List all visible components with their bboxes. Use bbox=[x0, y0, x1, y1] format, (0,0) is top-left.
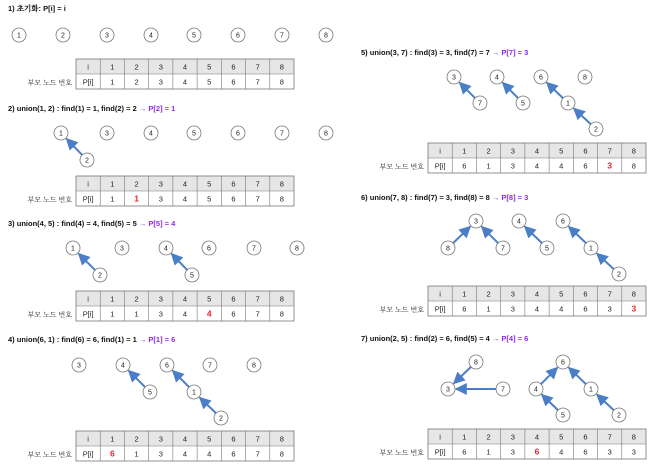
parent-cell: 1 bbox=[110, 194, 115, 204]
tree-node-1 bbox=[66, 241, 80, 255]
parent-row-label: 부모 노드 번호 bbox=[27, 452, 72, 459]
node-label: 3 bbox=[446, 386, 450, 394]
tree-node-4 bbox=[490, 70, 504, 84]
tree-node-8 bbox=[290, 241, 304, 255]
tree-node-5 bbox=[187, 126, 201, 140]
tree-node-7 bbox=[247, 241, 261, 255]
tree-node-8 bbox=[247, 358, 261, 372]
node-label: 4 bbox=[149, 130, 153, 138]
index-cell: 2 bbox=[486, 146, 491, 156]
tree-node-2 bbox=[612, 408, 626, 422]
node-label: 2 bbox=[98, 272, 102, 280]
tree-node-7 bbox=[496, 382, 510, 396]
parent-arrow bbox=[67, 139, 83, 155]
step-title: 1) 초기화: P[i] = i bbox=[8, 4, 66, 13]
node-label: 3 bbox=[474, 218, 478, 226]
parent-row-label: 부모 노드 번호 bbox=[379, 164, 424, 171]
step-title: 6) union(7, 8) : find(7) = 3, find(8) = 8 → P[8] = 3 bbox=[361, 193, 529, 202]
node-label: 6 bbox=[165, 362, 169, 370]
parent-arrow bbox=[482, 227, 498, 243]
index-cell: 3 bbox=[158, 294, 163, 304]
index-cell: 8 bbox=[279, 294, 284, 304]
parent-cell: 4 bbox=[182, 309, 188, 319]
tree-node-5 bbox=[556, 408, 570, 422]
parent-cell: 7 bbox=[255, 449, 260, 459]
parent-table bbox=[428, 286, 646, 316]
node-label: 6 bbox=[236, 32, 240, 40]
tree-node-4 bbox=[159, 241, 173, 255]
parent-cell: 3 bbox=[607, 304, 612, 314]
parent-cell: 6 bbox=[231, 309, 236, 319]
tree-node-1 bbox=[54, 126, 68, 140]
step-title: 5) union(3, 7) : find(3) = 3, find(7) = 7 → P[7] = 3 bbox=[361, 48, 529, 57]
parent-cell: 1 bbox=[486, 447, 491, 457]
node-label: 5 bbox=[190, 272, 194, 280]
node-label: 7 bbox=[501, 245, 505, 253]
parent-cell: 4 bbox=[559, 161, 564, 171]
node-label: 8 bbox=[252, 362, 256, 370]
parent-cell: 6 bbox=[583, 304, 588, 314]
parent-cell: 4 bbox=[534, 304, 540, 314]
tree-node-1 bbox=[12, 28, 26, 42]
index-cell: 5 bbox=[207, 62, 212, 72]
node-label: 5 bbox=[192, 32, 196, 40]
tree-node-5 bbox=[540, 241, 554, 255]
index-cell: 1 bbox=[110, 179, 115, 189]
tree-node-7 bbox=[275, 28, 289, 42]
parent-table bbox=[76, 59, 294, 89]
index-cell: 5 bbox=[207, 434, 212, 444]
parent-cell-updated: 4 bbox=[206, 308, 212, 319]
tree-node-5 bbox=[185, 268, 199, 282]
node-label: 8 bbox=[324, 32, 328, 40]
index-cell: 2 bbox=[134, 62, 139, 72]
node-label: 7 bbox=[501, 386, 505, 394]
node-label: 3 bbox=[77, 362, 81, 370]
index-cell: 1 bbox=[462, 146, 467, 156]
parent-arrow bbox=[129, 371, 145, 387]
index-cell: 4 bbox=[182, 62, 188, 72]
tree-node-5 bbox=[516, 96, 530, 110]
node-label: 8 bbox=[324, 130, 328, 138]
parent-arrow bbox=[503, 83, 518, 98]
parent-arrow bbox=[173, 371, 189, 387]
parent-cell: 3 bbox=[631, 447, 636, 457]
node-label: 2 bbox=[594, 126, 598, 134]
index-cell: 2 bbox=[134, 434, 139, 444]
node-label: 1 bbox=[17, 32, 21, 40]
parent-arrow bbox=[542, 395, 558, 411]
step-panel-2 bbox=[8, 104, 333, 206]
table-header-i: i bbox=[439, 289, 441, 299]
parent-cell: 3 bbox=[510, 304, 515, 314]
index-cell: 6 bbox=[583, 432, 588, 442]
tree-node-1 bbox=[187, 385, 201, 399]
tree-node-3 bbox=[115, 241, 129, 255]
parent-cell: 6 bbox=[231, 194, 236, 204]
index-cell: 3 bbox=[510, 432, 515, 442]
node-label: 1 bbox=[589, 245, 593, 253]
parent-arrow bbox=[547, 83, 563, 99]
node-label: 8 bbox=[295, 245, 299, 253]
tree-node-3 bbox=[447, 70, 461, 84]
index-cell: 4 bbox=[534, 146, 540, 156]
index-cell: 8 bbox=[279, 179, 284, 189]
parent-cell: 7 bbox=[255, 77, 260, 87]
index-cell: 1 bbox=[110, 294, 115, 304]
index-cell: 4 bbox=[534, 289, 540, 299]
parent-row-label: 부모 노드 번호 bbox=[27, 312, 72, 319]
index-cell: 3 bbox=[158, 434, 163, 444]
node-label: 2 bbox=[85, 157, 89, 165]
table-header-p: P[i] bbox=[434, 304, 446, 314]
parent-cell: 4 bbox=[182, 194, 188, 204]
table-header-i: i bbox=[439, 146, 441, 156]
parent-cell: 8 bbox=[279, 449, 284, 459]
tree-node-3 bbox=[469, 214, 483, 228]
node-label: 6 bbox=[207, 245, 211, 253]
node-label: 8 bbox=[474, 359, 478, 367]
parent-arrow bbox=[79, 254, 95, 270]
node-label: 5 bbox=[545, 245, 549, 253]
tree-node-2 bbox=[80, 153, 94, 167]
tree-node-8 bbox=[469, 355, 483, 369]
index-cell: 1 bbox=[462, 289, 467, 299]
index-cell: 1 bbox=[110, 434, 115, 444]
table-header-i: i bbox=[87, 62, 89, 72]
node-label: 4 bbox=[534, 386, 538, 394]
node-label: 3 bbox=[120, 245, 124, 253]
parent-arrow bbox=[597, 394, 614, 410]
node-label: 8 bbox=[583, 74, 587, 82]
index-cell: 2 bbox=[486, 289, 491, 299]
tree-node-4 bbox=[116, 358, 130, 372]
tree-node-4 bbox=[529, 382, 543, 396]
index-cell: 6 bbox=[231, 294, 236, 304]
parent-cell: 6 bbox=[583, 161, 588, 171]
parent-cell: 8 bbox=[279, 194, 284, 204]
parent-arrow bbox=[453, 227, 470, 244]
index-cell: 5 bbox=[559, 289, 564, 299]
node-label: 7 bbox=[252, 245, 256, 253]
index-cell: 3 bbox=[510, 289, 515, 299]
parent-cell: 3 bbox=[607, 447, 612, 457]
node-label: 5 bbox=[148, 389, 152, 397]
node-label: 6 bbox=[236, 130, 240, 138]
tree-node-8 bbox=[319, 126, 333, 140]
node-label: 5 bbox=[521, 100, 525, 108]
node-label: 2 bbox=[219, 415, 223, 423]
parent-cell: 6 bbox=[583, 447, 588, 457]
index-cell: 7 bbox=[607, 146, 612, 156]
parent-cell: 6 bbox=[231, 77, 236, 87]
index-cell: 7 bbox=[255, 294, 260, 304]
node-label: 4 bbox=[517, 218, 521, 226]
tree-node-1 bbox=[584, 241, 598, 255]
step-title: 4) union(6, 1) : find(6) = 6, find(1) = 1 → P[1] = 6 bbox=[8, 335, 176, 344]
tree-node-7 bbox=[203, 358, 217, 372]
tree-node-4 bbox=[144, 126, 158, 140]
parent-cell: 1 bbox=[134, 309, 139, 319]
index-cell: 6 bbox=[231, 434, 236, 444]
node-label: 4 bbox=[164, 245, 168, 253]
node-label: 4 bbox=[495, 74, 499, 82]
table-header-i: i bbox=[439, 432, 441, 442]
node-label: 5 bbox=[192, 130, 196, 138]
parent-cell: 1 bbox=[134, 449, 139, 459]
node-label: 6 bbox=[561, 218, 565, 226]
parent-cell: 6 bbox=[231, 449, 236, 459]
node-label: 6 bbox=[561, 359, 565, 367]
parent-arrow bbox=[541, 368, 557, 384]
index-cell: 4 bbox=[182, 294, 188, 304]
parent-arrow bbox=[525, 227, 542, 244]
tree-node-3 bbox=[441, 382, 455, 396]
node-label: 3 bbox=[452, 74, 456, 82]
step-panel-7 bbox=[361, 334, 646, 459]
node-label: 1 bbox=[71, 245, 75, 253]
node-label: 7 bbox=[280, 130, 284, 138]
parent-arrow bbox=[574, 108, 591, 124]
tree-node-7 bbox=[496, 241, 510, 255]
table-header-p: P[i] bbox=[82, 194, 94, 204]
tree-node-7 bbox=[473, 96, 487, 110]
table-header-i: i bbox=[87, 294, 89, 304]
parent-arrow bbox=[172, 254, 188, 270]
parent-cell: 3 bbox=[158, 77, 163, 87]
parent-cell: 1 bbox=[486, 304, 491, 314]
parent-row-label: 부모 노드 번호 bbox=[27, 80, 72, 87]
index-cell: 8 bbox=[631, 146, 636, 156]
tree-node-4 bbox=[144, 28, 158, 42]
index-cell: 7 bbox=[255, 434, 260, 444]
node-label: 3 bbox=[105, 32, 109, 40]
parent-cell: 4 bbox=[182, 77, 188, 87]
parent-arrow bbox=[454, 367, 471, 384]
step-panel-4 bbox=[8, 335, 294, 461]
index-cell: 1 bbox=[110, 62, 115, 72]
index-cell: 6 bbox=[231, 179, 236, 189]
index-cell: 4 bbox=[182, 179, 188, 189]
node-label: 5 bbox=[561, 412, 565, 420]
index-cell: 7 bbox=[255, 179, 260, 189]
parent-cell: 4 bbox=[559, 447, 564, 457]
parent-cell: 6 bbox=[462, 447, 467, 457]
index-cell: 6 bbox=[583, 146, 588, 156]
parent-cell: 4 bbox=[534, 161, 540, 171]
parent-cell: 8 bbox=[279, 77, 284, 87]
tree-node-6 bbox=[202, 241, 216, 255]
step-title: 3) union(4, 5) : find(4) = 4, find(5) = 5 → P[5] = 4 bbox=[8, 219, 176, 228]
tree-node-6 bbox=[534, 70, 548, 84]
node-label: 4 bbox=[121, 362, 125, 370]
parent-cell-updated: 3 bbox=[607, 160, 613, 171]
parent-table bbox=[76, 176, 294, 206]
parent-cell: 5 bbox=[207, 194, 212, 204]
tree-node-1 bbox=[584, 382, 598, 396]
table-header-p: P[i] bbox=[82, 77, 94, 87]
node-label: 1 bbox=[589, 386, 593, 394]
table-header-i: i bbox=[87, 434, 89, 444]
parent-cell: 2 bbox=[134, 77, 139, 87]
table-header-p: P[i] bbox=[434, 161, 446, 171]
table-header-p: P[i] bbox=[434, 447, 446, 457]
parent-cell: 4 bbox=[559, 304, 564, 314]
parent-table bbox=[76, 431, 294, 461]
node-label: 6 bbox=[539, 74, 543, 82]
tree-node-6 bbox=[160, 358, 174, 372]
tree-node-2 bbox=[214, 411, 228, 425]
index-cell: 7 bbox=[607, 432, 612, 442]
index-cell: 2 bbox=[134, 294, 139, 304]
parent-arrow bbox=[569, 368, 586, 385]
parent-cell: 4 bbox=[182, 449, 188, 459]
parent-arrow bbox=[200, 398, 216, 414]
index-cell: 5 bbox=[207, 179, 212, 189]
parent-cell: 7 bbox=[255, 194, 260, 204]
parent-table bbox=[428, 429, 646, 459]
parent-cell: 3 bbox=[158, 449, 163, 459]
step-title: 7) union(2, 5) : find(2) = 6, find(5) = 4 → P[4] = 6 bbox=[361, 334, 529, 343]
node-label: 4 bbox=[149, 32, 153, 40]
tree-node-7 bbox=[275, 126, 289, 140]
parent-cell-updated: 6 bbox=[109, 448, 115, 459]
tree-node-8 bbox=[319, 28, 333, 42]
parent-cell-updated: 1 bbox=[134, 193, 139, 204]
tree-node-6 bbox=[231, 28, 245, 42]
tree-node-6 bbox=[231, 126, 245, 140]
parent-table bbox=[76, 291, 294, 321]
tree-node-6 bbox=[556, 214, 570, 228]
index-cell: 8 bbox=[631, 432, 636, 442]
index-cell: 8 bbox=[279, 434, 284, 444]
node-label: 8 bbox=[446, 245, 450, 253]
tree-node-2 bbox=[612, 267, 626, 281]
tree-node-8 bbox=[441, 241, 455, 255]
table-header-i: i bbox=[87, 179, 89, 189]
index-cell: 2 bbox=[134, 179, 139, 189]
parent-cell: 3 bbox=[510, 161, 515, 171]
node-label: 7 bbox=[478, 100, 482, 108]
parent-cell-updated: 3 bbox=[631, 303, 637, 314]
index-cell: 8 bbox=[631, 289, 636, 299]
index-cell: 4 bbox=[534, 432, 540, 442]
parent-cell: 3 bbox=[158, 309, 163, 319]
tree-node-4 bbox=[512, 214, 526, 228]
index-cell: 5 bbox=[559, 432, 564, 442]
parent-cell: 1 bbox=[486, 161, 491, 171]
tree-node-5 bbox=[143, 385, 157, 399]
node-label: 3 bbox=[105, 130, 109, 138]
tree-node-3 bbox=[72, 358, 86, 372]
tree-node-3 bbox=[100, 28, 114, 42]
node-label: 2 bbox=[617, 412, 621, 420]
step-title: 2) union(1, 2) : find(1) = 1, find(2) = 2 → P[2] = 1 bbox=[8, 104, 176, 113]
tree-node-2 bbox=[93, 268, 107, 282]
tree-node-5 bbox=[187, 28, 201, 42]
node-label: 2 bbox=[617, 271, 621, 279]
index-cell: 7 bbox=[607, 289, 612, 299]
step-panel-6 bbox=[361, 193, 646, 316]
parent-cell: 3 bbox=[510, 447, 515, 457]
node-label: 1 bbox=[566, 100, 570, 108]
node-label: 2 bbox=[61, 32, 65, 40]
tree-node-6 bbox=[556, 355, 570, 369]
parent-cell: 7 bbox=[255, 309, 260, 319]
parent-row-label: 부모 노드 번호 bbox=[379, 450, 424, 457]
parent-cell: 1 bbox=[110, 309, 115, 319]
parent-arrow bbox=[597, 253, 614, 269]
parent-row-label: 부모 노드 번호 bbox=[27, 197, 72, 204]
tree-node-2 bbox=[589, 122, 603, 136]
tree-node-3 bbox=[100, 126, 114, 140]
table-header-p: P[i] bbox=[82, 309, 94, 319]
step-panel-5 bbox=[361, 48, 646, 173]
parent-cell: 8 bbox=[631, 161, 636, 171]
index-cell: 2 bbox=[486, 432, 491, 442]
index-cell: 1 bbox=[462, 432, 467, 442]
parent-cell: 5 bbox=[207, 77, 212, 87]
table-header-p: P[i] bbox=[82, 449, 94, 459]
parent-cell: 1 bbox=[110, 77, 115, 87]
parent-row-label: 부모 노드 번호 bbox=[379, 307, 424, 314]
parent-arrow bbox=[460, 83, 475, 98]
index-cell: 6 bbox=[231, 62, 236, 72]
parent-cell-updated: 6 bbox=[534, 446, 540, 457]
index-cell: 3 bbox=[510, 146, 515, 156]
index-cell: 3 bbox=[158, 179, 163, 189]
parent-cell: 8 bbox=[279, 309, 284, 319]
parent-cell: 6 bbox=[462, 161, 467, 171]
index-cell: 8 bbox=[279, 62, 284, 72]
node-label: 1 bbox=[59, 130, 63, 138]
index-cell: 4 bbox=[182, 434, 188, 444]
index-cell: 6 bbox=[583, 289, 588, 299]
parent-table bbox=[428, 143, 646, 173]
index-cell: 7 bbox=[255, 62, 260, 72]
index-cell: 5 bbox=[559, 146, 564, 156]
node-label: 7 bbox=[280, 32, 284, 40]
node-label: 1 bbox=[192, 389, 196, 397]
node-label: 7 bbox=[208, 362, 212, 370]
parent-cell: 4 bbox=[207, 449, 212, 459]
tree-node-2 bbox=[56, 28, 70, 42]
index-cell: 3 bbox=[158, 62, 163, 72]
parent-cell: 6 bbox=[462, 304, 467, 314]
step-panel-3 bbox=[8, 219, 304, 321]
parent-arrow bbox=[569, 227, 586, 244]
tree-node-1 bbox=[561, 96, 575, 110]
index-cell: 5 bbox=[207, 294, 212, 304]
step-panel-1 bbox=[8, 3, 333, 89]
parent-cell: 3 bbox=[158, 194, 163, 204]
tree-node-8 bbox=[578, 70, 592, 84]
